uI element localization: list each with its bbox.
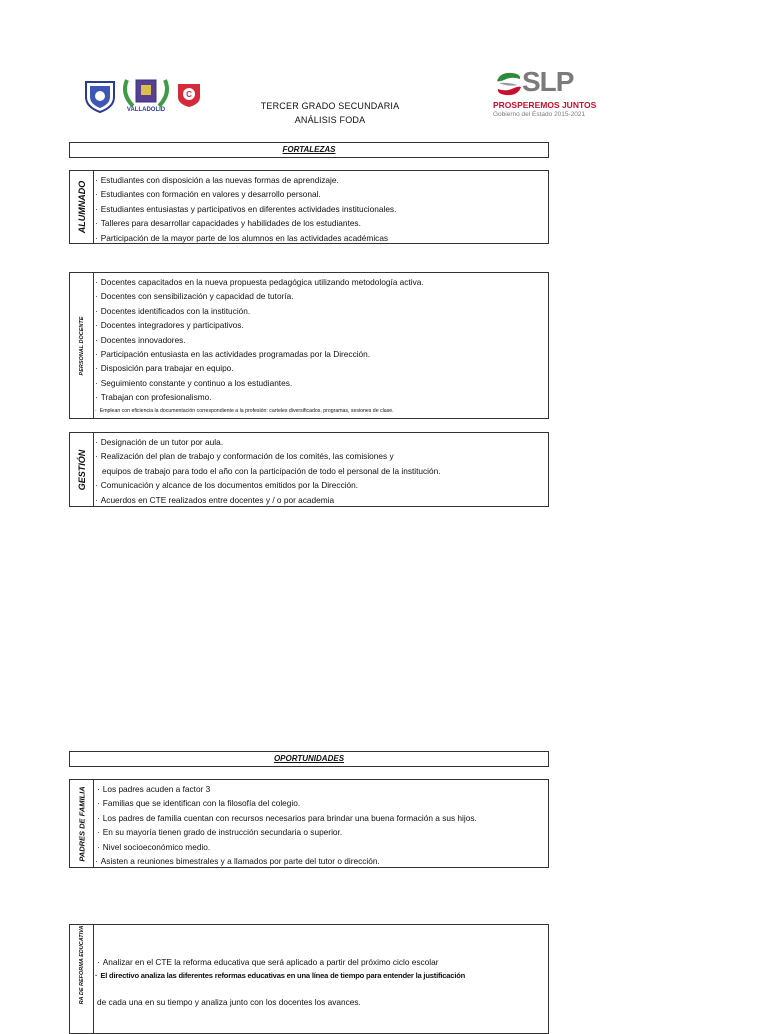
list-item: · Estudiantes entusiastas y participativos en diferentes actividades institucionales. <box>95 202 396 216</box>
personal-docente-side-label <box>70 273 94 418</box>
slp-swoosh-icon <box>494 69 524 99</box>
list-item: · Realización del plan de trabajo y conformación de los comités, las comisiones y <box>95 449 441 463</box>
list-item: · Seguimiento constante y continuo a los estudiantes. <box>95 376 424 390</box>
gestion-list <box>95 435 441 507</box>
list-item: · Estudiantes con disposición a las nuevas formas de aprendizaje. <box>95 173 396 187</box>
list-item: · En su mayoría tienen grado de instrucción secundaria o superior. <box>95 825 477 839</box>
list-item: · Acuerdos en CTE realizados entre docentes y / o por academia <box>95 493 441 507</box>
padres-side-label <box>70 780 94 867</box>
list-item: equipos de trabajo para todo el año con la participación de todo el personal de la institución. <box>102 465 441 476</box>
padres-section <box>69 779 549 868</box>
gestion-side-label <box>70 433 94 506</box>
personal-docente-section <box>69 272 549 419</box>
alumnado-label: ALUMNADO <box>76 180 87 234</box>
list-item: · El directivo analiza las diferentes reformas educativas en una línea de tiempo para entender la justificación <box>95 969 465 983</box>
school-red-emblem-icon <box>176 82 202 108</box>
list-item: · Participación de la mayor parte de los alumnos en las actividades académicas <box>95 231 396 245</box>
list-item: · Analizar en el CTE la reforma educativa que será aplicado a partir del próximo ciclo escolar <box>95 955 465 969</box>
padres-label: PADRES DE FAMILIA <box>77 785 86 862</box>
alumnado-list <box>95 173 396 245</box>
gestion-label: GESTIÓN <box>76 449 87 490</box>
padres-list <box>95 782 477 868</box>
list-item: · Docentes innovadores. <box>95 333 424 347</box>
slp-brand-text: SLP <box>522 66 574 97</box>
list-item: · Trabajan con profesionalismo. <box>95 390 424 404</box>
fortalezas-heading: FORTALEZAS <box>69 142 549 158</box>
reforma-list <box>95 955 465 984</box>
list-item: · Disposición para trabajar en equipo. <box>95 361 424 375</box>
valladolid-logo-text: VALLADOLID <box>126 107 166 113</box>
list-item: · Comunicación y alcance de los documentos emitidos por la Dirección. <box>95 478 441 492</box>
personal-docente-label: PERSONAL DOCENTE <box>78 316 85 375</box>
document-title-line1: TERCER GRADO SECUNDARIA <box>260 101 400 111</box>
gestion-section <box>69 432 549 507</box>
reforma-label: RA DE REFORMA EDUCATIVA <box>78 925 85 1005</box>
list-item: · Docentes con sensibilización y capacidad de tutoría. <box>95 289 424 303</box>
reforma-continuation: de cada una en su tiempo y analiza junto con los docentes los avances. <box>97 997 361 1007</box>
slp-slogan: PROSPEREMOS JUNTOS <box>493 100 597 110</box>
document-title-line2: ANÁLISIS FODA <box>294 115 366 125</box>
alumnado-section <box>69 170 549 244</box>
list-item: · Docentes identificados con la institución. <box>95 304 424 318</box>
list-item: · Docentes capacitados en la nueva propuesta pedagógica utilizando metodología activa. <box>95 275 424 289</box>
personal-docente-list <box>95 275 424 416</box>
list-item: · Designación de un tutor por aula. <box>95 435 441 449</box>
list-item: · Los padres acuden a factor 3 <box>95 782 477 796</box>
svg-text:C: C <box>186 90 192 99</box>
list-item: · Participación entusiasta en las actividades programadas por la Dirección. <box>95 347 424 361</box>
list-item: · Los padres de familia cuentan con recursos necesarios para brindar una buena formación a sus hijos. <box>95 811 477 825</box>
school-crest-shield-icon <box>84 79 116 113</box>
list-item: · Estudiantes con formación en valores y desarrollo personal. <box>95 187 396 201</box>
slp-subtitle: Gobierno del Estado 2015-2021 <box>493 111 586 118</box>
list-item: · Docentes integradores y participativos. <box>95 318 424 332</box>
list-item: · Asisten a reuniones bimestrales y a llamados por parte del tutor o dirección. <box>95 854 477 868</box>
oportunidades-heading: OPORTUNIDADES <box>69 751 549 767</box>
reforma-side-label <box>70 925 94 1033</box>
alumnado-side-label <box>70 171 94 243</box>
list-item: · Familias que se identifican con la filosofía del colegio. <box>95 796 477 810</box>
list-item: · Emplean con eficiencia la documentación correspondiente a la profesión: carteles diversificados, programas, sesiones de clase. <box>95 407 424 416</box>
reforma-section <box>69 924 549 1034</box>
list-item: · Talleres para desarrollar capacidades y habilidades de los estudiantes. <box>95 216 396 230</box>
list-item: · Nivel socioeconómico medio. <box>95 840 477 854</box>
